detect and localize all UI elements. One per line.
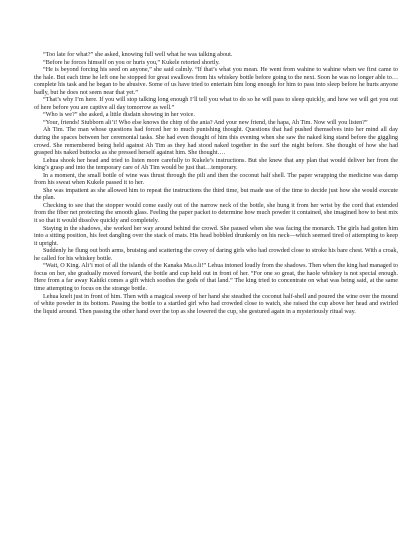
paragraph: “Your, friends! Stubborn ali’i! Who else knows the chirp of the ania? And your new friend, the hapa, Ah Tim. Now will you listen?” — [43, 119, 368, 126]
paragraph: “That’s why I’m here. If you will stop talking long enough I’ll tell you what to do so he will pass to sleep quickly, and how we will get you out of here before you are captive all day tomorrow as well.” — [34, 97, 398, 111]
paragraph: In a moment, the small bottle of wine was thrust through the pili and then the coconut half shell. The paper wrapping the medicine was damp from his sweat when Kukele passed it to her. — [34, 172, 398, 187]
paragraph: She was impatient as she allowed him to repeat the instructions the third time, but made use of the time to decide just how she would execute the plan. — [34, 187, 398, 202]
page-body — [34, 52, 398, 316]
paragraph: “He is beyond forcing his seed on anyone,” she said calmly. “If that’s what you mean. He went from wahine to wahine when we first came to the hale. But each time he left one he stopped for great swallows from his whiskey bottle before going to the next. Soon he was no longer able to… complete his task and he began to be abusive. Some of us have tried to entertain him long enough for him to pass into sleep before he hurts anyone badly, but he does not seem near that yet.” — [34, 67, 398, 96]
paragraph: Suddenly he flung out both arms, bruising and scattering the covey of daring girls who had crowded close to stroke his bare chest. With a croak, he called for his whiskey bottle. — [34, 248, 398, 262]
paragraph: Lehua knelt just in front of him. Then with a magical sweep of her hand she steadied the coconut half-shell and poured the wine over the mound of white powder in its bottom. Passing the bottle to a startled girl who had crowded close to watch, she raised the cup above her head and swirled the liquid around. Then passing the other hand over the top as she lowered the cup, she gestured again in a mysteriously ritual way. — [34, 293, 398, 315]
paragraph: “Wait, O King. Ali’i moi of all the islands of the Kanaka Ma.o.li!” Lehua intoned loudly from the shadows. Then when the king had managed to focus on her, she gradually moved forward, the bottle and cup held out in front of her. “For one so great, the haole whiskey is not special enough. Here from a far away Kahiki comes a gift which soothes the gods of that land.” The king tried to concentrate on what was being said, at the same time attempting to focus on the strange bottle. — [34, 263, 398, 292]
paragraph: “Who is we?” she asked, a little disdain showing in her voice. — [43, 112, 195, 119]
paragraph: Checking to see that the stopper would come easily out of the narrow neck of the bottle, she hung it from her wrist by the cord that extended from the fiber net protecting the smooth glass. Feeling the paper packet to determine how much powder it contained, she imagined how to best mix it so that it would dissolve quickly and completely. — [34, 202, 398, 225]
paragraph: Lehua shook her head and tried to listen more carefully to Kukele’s instructions. But she knew that any plan that would deliver her from the king’s grasp and into the temporary care of Ah Tim would be just that…temporary. — [34, 157, 398, 172]
paragraph: “Before he forces himself on you or hurts you,” Kukele retorted shortly. — [43, 59, 220, 66]
paragraph: Staying in the shadows, she worked her way around behind the crowd. She paused when she was facing the monarch. The girls had gotten him into a sitting position, his feet dangling over the stack of mats. His head bobbled drunkenly on his neck—which seemed tired of attempting to keep it upright. — [34, 225, 398, 247]
paragraph: Ah Tim. The man whose questions had forced her to much punishing thought. Questions that had pushed themselves into her mind all day during the spaces between her ceremonial tasks. She had even thought of him this evening when she saw the naked king stand before the giggling crowd. She remembered being held against Ah Tim as they had stood naked together in the surf the night before. She thought of how she had grasped his naked buttocks as she pressed herself against him. She thought…. — [34, 127, 398, 157]
paragraph: “Too late for what?” she asked, knowing full well what he was talking about. — [43, 52, 233, 58]
